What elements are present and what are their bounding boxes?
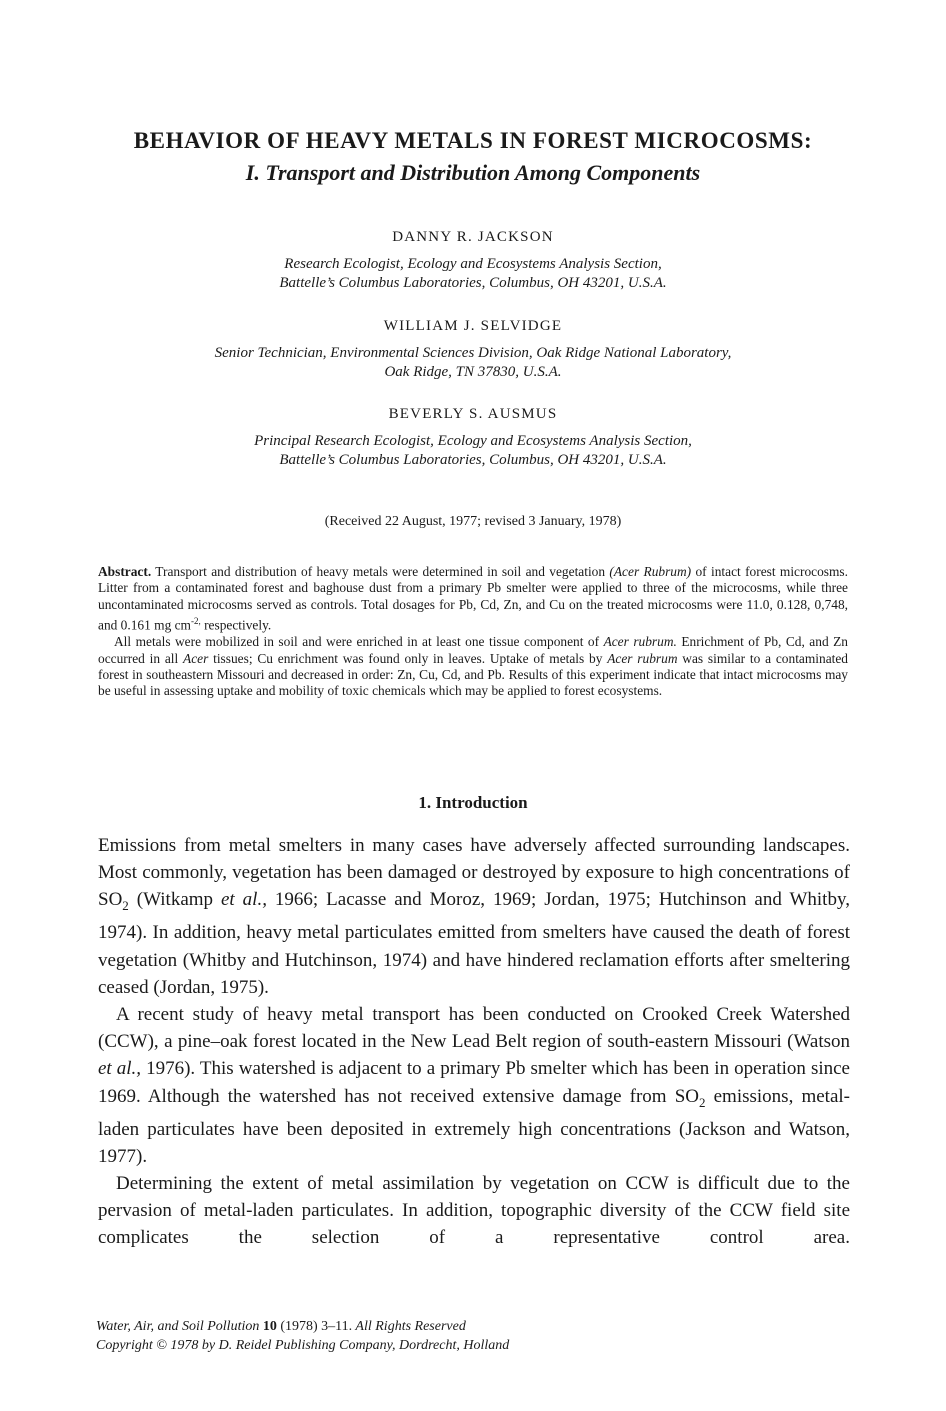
abstract-text: Transport and distribution of heavy metals were determined in soil and vegetation xyxy=(151,564,610,579)
author-name: WILLIAM J. SELVIDGE xyxy=(383,318,563,334)
rights-text: All Rights Reserved xyxy=(352,1319,466,1334)
section-heading: 1. Introduction xyxy=(418,793,528,812)
body-text: (Witkamp xyxy=(128,889,221,911)
citation-etal: et al., xyxy=(221,889,267,911)
species-name: Acer rubrum. xyxy=(603,634,677,650)
body-text: 1976). This watershed is adjacent to a primary Pb smelter which has been in operation since 1969. Although the watershed has not received extensive damage from SO xyxy=(98,1058,850,1107)
subscript: 2 xyxy=(699,1094,706,1110)
body-paragraph xyxy=(98,832,850,1001)
journal-volume: 10 xyxy=(262,1319,277,1334)
abstract-text: respectively. xyxy=(200,617,272,633)
species-name: Acer xyxy=(183,650,209,666)
body-text: 1966; Lacasse and Moroz, 1969; Jordan, 1975; Hutchinson and Whitby, 1974). In addition, heavy metal particulates emitted from smelters have caused the death of forest vegetation (Whitby and Hutchinson, 1974) and have hindered reclamation efforts after smeltering ceased (Jordan, 1975). xyxy=(98,889,850,998)
paper-title: BEHAVIOR OF HEAVY METALS IN FOREST MICROCOSMS: xyxy=(133,128,813,153)
body-paragraph xyxy=(98,1001,850,1170)
body-text: A recent study of heavy metal transport has been conducted on Crooked Creek Watershed (CCW), a pine–oak forest located in the New Lead Belt region of south-eastern Missouri (Watson xyxy=(98,1004,850,1053)
abstract-label: Abstract. xyxy=(98,564,152,579)
author-affiliation xyxy=(0,255,946,293)
abstract-paragraph xyxy=(98,564,848,634)
paper-subtitle: I. Transport and Distribution Among Components xyxy=(245,160,701,185)
journal-footer xyxy=(96,1317,509,1355)
copyright-line: Copyright © 1978 by D. Reidel Publishing Company, Dordrecht, Holland xyxy=(96,1338,510,1353)
affiliation-line: Battelle’s Columbus Laboratories, Columbus, OH 43201, U.S.A. xyxy=(279,275,667,291)
unit-exponent: -2, xyxy=(190,616,201,627)
affiliation-line: Senior Technician, Environmental Sciences Division, Oak Ridge National Laboratory, xyxy=(214,345,732,361)
author-affiliation xyxy=(0,344,946,382)
abstract-text: Enrichment of Pb, Cd, and Zn occurred in all xyxy=(98,634,848,666)
affiliation-line: Oak Ridge, TN 37830, U.S.A. xyxy=(384,364,562,380)
citation-etal: et al., xyxy=(98,1058,142,1080)
species-name: Acer rubrum xyxy=(607,650,678,666)
abstract-text: All metals were mobilized in soil and were enriched in at least one tissue component of xyxy=(114,634,604,650)
abstract-text: of intact forest microcosms. Litter from a contaminated forest and baghouse dust from a primary Pb smelter were applied to three of the microcosms, while three uncontaminated microcosms served as controls. Total dosages for Pb, Cd, Zn, and Cu on the treated microcosms were 11.0, 0.128, 0,748, and 0.161 mg cm xyxy=(98,564,848,633)
author-affiliation xyxy=(0,432,946,470)
affiliation-line: Principal Research Ecologist, Ecology and Ecosystems Analysis Section, xyxy=(254,433,692,449)
journal-name: Water, Air, and Soil Pollution xyxy=(96,1319,260,1334)
body-paragraph: Determining the extent of metal assimilation by vegetation on CCW is difficult due to the pervasion of metal-laden particulates. In addition, topographic diversity of the CCW field site complicates the selection of a representative control area. xyxy=(98,1173,850,1249)
abstract xyxy=(98,564,848,700)
body-text: Emissions from metal smelters in many cases have adversely affected surrounding landscapes. Most commonly, vegetation has been damaged or destroyed by exposure to high concentrations of SO xyxy=(98,835,850,911)
abstract-text: tissues; Cu enrichment was found only in leaves. Uptake of metals by xyxy=(208,650,608,666)
species-name: (Acer Rubrum) xyxy=(609,564,692,579)
received-dates: (Received 22 August, 1977; revised 3 January, 1978) xyxy=(324,514,622,529)
abstract-text: was similar to a contaminated forest in southeastern Missouri and decreased in order: Zn, Cu, Cd, and Pb. Results of this experiment indicate that intact microcosms may be useful in assessing uptake and mobility of toxic chemicals which may be applied to forest ecosystems. xyxy=(98,650,848,699)
author-name: BEVERLY S. AUSMUS xyxy=(388,406,558,422)
affiliation-line: Research Ecologist, Ecology and Ecosystems Analysis Section, xyxy=(284,256,662,272)
journal-pages: (1978) 3–11. xyxy=(276,1319,353,1334)
author-name: DANNY R. JACKSON xyxy=(392,229,554,245)
abstract-paragraph xyxy=(98,634,848,700)
introduction-body xyxy=(98,832,850,1252)
citation-line xyxy=(96,1317,509,1336)
affiliation-line: Battelle’s Columbus Laboratories, Columbus, OH 43201, U.S.A. xyxy=(279,452,667,468)
body-text: emissions, metal-laden particulates have been deposited in extremely high concentrations (Jackson and Watson, 1977). xyxy=(98,1085,850,1167)
subscript: 2 xyxy=(122,898,129,914)
